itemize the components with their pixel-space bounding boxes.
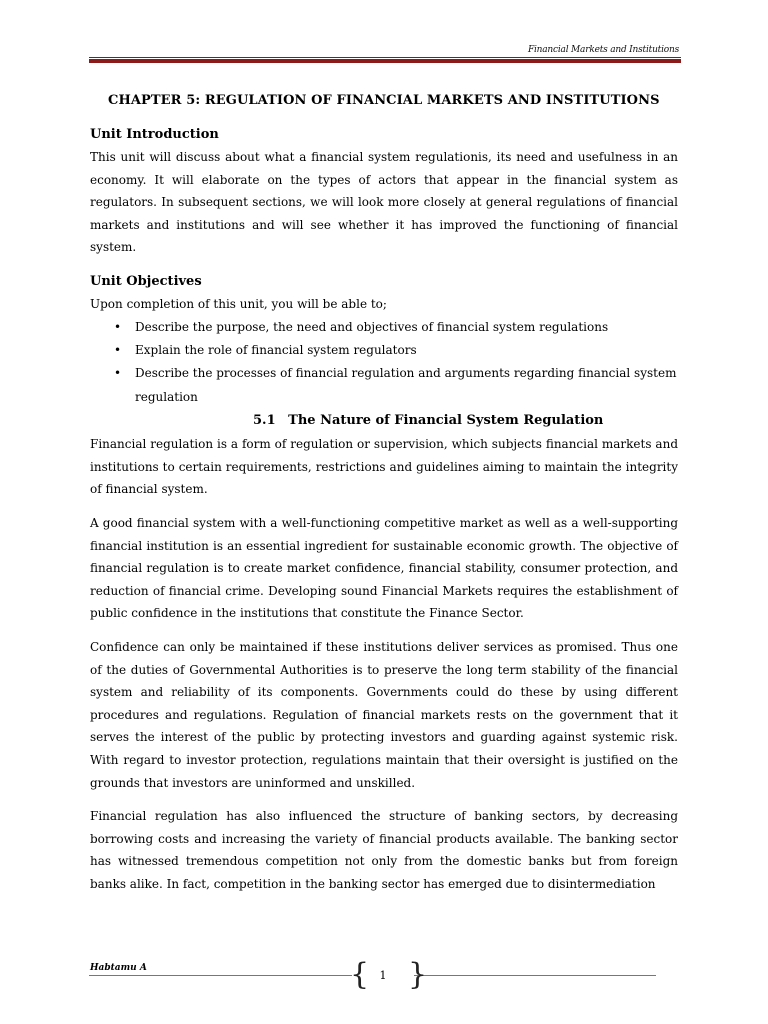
- page-number-box: [350, 957, 428, 992]
- objectives-list: [90, 316, 678, 410]
- unit-objectives-lead: Upon completion of this unit, you will be able to;: [90, 296, 387, 311]
- section-paragraph: Financial regulation is a form of regulation or supervision, which subjects financial markets and institutions to certain requirements, restrictions and guidelines aiming to maintain the integrity of financial system.: [90, 437, 678, 497]
- page-content: [90, 90, 678, 895]
- running-header-title: Financial Markets and Institutions: [527, 45, 679, 55]
- chapter-title: CHAPTER 5: REGULATION OF FINANCIAL MARKETS AND INSTITUTIONS: [108, 93, 660, 108]
- section-number: 5.1: [253, 413, 276, 429]
- list-item: [90, 362, 678, 409]
- unit-introduction-text: This unit will discuss about what a financial system regulationis, its need and usefulness in an economy. It will elaborate on the types of actors that appear in the financial system as regulators. In subsequent sections, we will look more closely at general regulations of financial markets and institutions and will see whether it has improved the functioning of financial system.: [90, 150, 678, 255]
- list-item: [90, 339, 678, 362]
- objective-text: Describe the purpose, the need and objectives of financial system regulations: [135, 319, 609, 334]
- section-paragraph: Confidence can only be maintained if these institutions deliver services as promised. Thus one of the duties of Governmental Authorities is to preserve the long term stability of the financial system and reliability of its components. Governments could do these by using different procedures and regulations. Regulation of financial markets rests on the government that it serves the interest of the public by protecting investors and guarding against systemic risk. With regard to investor protection, regulations maintain that their oversight is justified on the grounds that investors are uninformed and unskilled.: [90, 639, 678, 790]
- list-item: [90, 316, 678, 339]
- header-rule: [89, 59, 681, 63]
- section-title: The Nature of Financial System Regulation: [288, 413, 604, 429]
- unit-introduction-heading: Unit Introduction: [90, 127, 219, 142]
- header-rule-thin: [89, 57, 681, 58]
- objective-text: Describe the processes of financial regulation and arguments regarding financial system regulation: [135, 366, 677, 404]
- bullet-icon: •: [114, 319, 122, 334]
- right-brace-icon: }: [408, 957, 428, 992]
- left-brace-icon: {: [350, 957, 370, 992]
- bullet-icon: •: [114, 342, 122, 357]
- page-number: 1: [379, 969, 387, 982]
- unit-objectives-heading: Unit Objectives: [90, 273, 202, 289]
- section-heading: [253, 409, 678, 433]
- objective-text: Explain the role of financial system regulators: [135, 342, 417, 357]
- section-paragraph: Financial regulation has also influenced the structure of banking sectors, by decreasing borrowing costs and increasing the variety of financial products available. The banking sector has witnessed tremendous competition not only from the domestic banks but from foreign banks alike. In fact, competition in the banking sector has emerged due to disintermediation: [90, 809, 678, 891]
- section-paragraph: A good financial system with a well-functioning competitive market as well as a well-supporting financial institution is an essential ingredient for sustainable economic growth. The objective of financial regulation is to create market confidence, financial stability, consumer protection, and reduction of financial crime. Developing sound Financial Markets requires the establishment of public confidence in the institutions that constitute the Finance Sector.: [90, 515, 678, 621]
- bullet-icon: •: [114, 366, 122, 381]
- footer-author: Habtamu A: [90, 963, 147, 973]
